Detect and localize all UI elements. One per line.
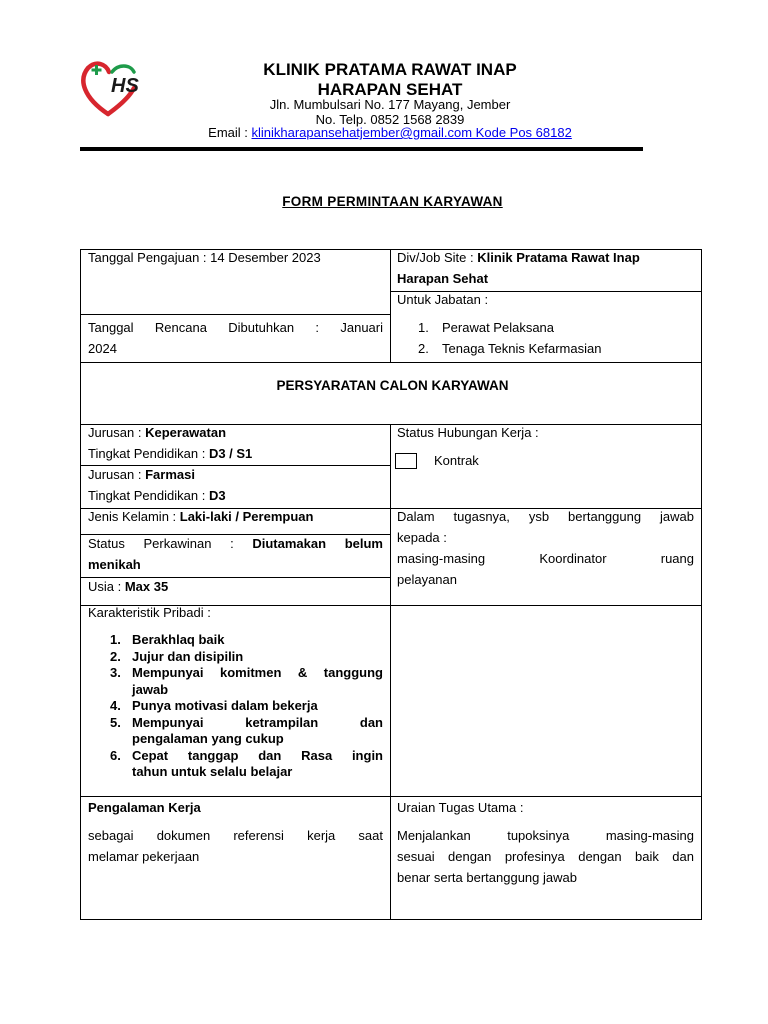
jabatan-item: 2. Tenaga Teknis Kefarmasian [418, 341, 602, 356]
row-line [80, 314, 390, 315]
table-border-right [701, 249, 702, 920]
email-link[interactable]: klinikharapansehatjember@gmail.com Kode Pos 68182 [251, 125, 572, 140]
clinic-address: Jln. Mumbulsari No. 177 Mayang, Jember [269, 97, 511, 112]
list-item: 1. Berakhlaq baik [110, 632, 225, 647]
list-item: 2. Jujur dan disipilin [110, 648, 244, 664]
section-title: PERSYARATAN CALON KARYAWAN [276, 378, 509, 393]
tanggal-rencana [88, 317, 383, 359]
untuk-jabatan-label: Untuk Jabatan : [397, 292, 489, 307]
table-border-left [80, 249, 81, 920]
pengalaman-text: sebagai dokumen referensi kerja saat melamar pekerjaan [88, 828, 383, 864]
div-job-site-label: Div/Job Site : [397, 250, 478, 265]
jabatan-list [418, 317, 692, 359]
status-hubungan-label: Status Hubungan Kerja : [397, 425, 539, 440]
pengalaman-label: Pengalaman Kerja [88, 800, 201, 815]
clinic-name-line2: HARAPAN SEHAT [317, 80, 463, 99]
header-divider [80, 147, 643, 151]
tanggal-rencana-line1: Tanggal Rencana Dibutuhkan : Januari [88, 320, 383, 335]
div-job-site-value: Klinik Pratama Rawat Inap [477, 250, 640, 265]
list-item: 5. Mempunyai ketrampilan dan pengalaman yang cukup [110, 714, 383, 746]
clinic-phone: No. Telp. 0852 1568 2839 [315, 112, 465, 127]
kontrak-label: Kontrak [434, 453, 479, 468]
uraian-label: Uraian Tugas Utama : [397, 800, 524, 815]
clinic-name-line1: KLINIK PRATAMA RAWAT INAP [263, 60, 517, 79]
req-keperawatan: Jurusan : Keperawatan Tingkat Pendidikan : D3 / S1 [88, 425, 253, 461]
status-perkawinan: Status Perkawinan : Diutamakan belum menikah [88, 536, 383, 572]
row-line [80, 362, 702, 363]
list-item: 4. Punya motivasi dalam bekerja [110, 698, 318, 713]
tanggal-rencana-line2: 2024 [88, 341, 117, 356]
uraian-text: Menjalankan tupoksinya masing-masing sesuai dengan profesinya dengan baik dan benar serta bertanggung jawab [397, 828, 694, 885]
tanggung-jawab: Dalam tugasnya, ysb bertanggung jawab kepada : masing-masing Koordinator ruang pelayanan [397, 509, 694, 587]
tingkat-farmasi: D3 [208, 488, 226, 503]
table-divider-top [390, 249, 391, 362]
jurusan-keperawatan: Keperawatan [145, 425, 227, 440]
div-job-site-value-2: Harapan Sehat [397, 271, 489, 286]
form-title: FORM PERMINTAAN KARYAWAN [282, 194, 503, 209]
div-job-site [397, 247, 695, 289]
jurusan-farmasi: Farmasi [145, 467, 195, 482]
list-item: 6. Cepat tanggap dan Rasa ingin tahun untuk selalu belajar [110, 747, 383, 779]
tingkat-keperawatan: D3 / S1 [208, 446, 253, 461]
list-item: 3. Mempunyai komitmen & tanggung jawab [110, 665, 383, 697]
clinic-email [150, 125, 630, 140]
usia: Usia : Max 35 [88, 579, 169, 594]
clinic-contact [150, 97, 630, 127]
email-label: Email : [208, 125, 252, 140]
tanggal-pengajuan: Tanggal Pengajuan : 14 Desember 2023 [88, 250, 321, 265]
svg-text:HS: HS [111, 75, 139, 97]
table-border-bottom [80, 919, 702, 920]
jenis-kelamin: Jenis Kelamin : Laki-laki / Perempuan [88, 509, 314, 524]
kontrak-checkbox[interactable] [395, 453, 417, 469]
jabatan-item: 1. Perawat Pelaksana [418, 320, 555, 335]
table-divider-main [390, 424, 391, 920]
req-farmasi: Jurusan : Farmasi Tingkat Pendidikan : D3 [88, 467, 226, 503]
karakteristik-list [110, 632, 383, 781]
clinic-name [150, 60, 630, 100]
karakteristik-label: Karakteristik Pribadi : [88, 605, 211, 620]
